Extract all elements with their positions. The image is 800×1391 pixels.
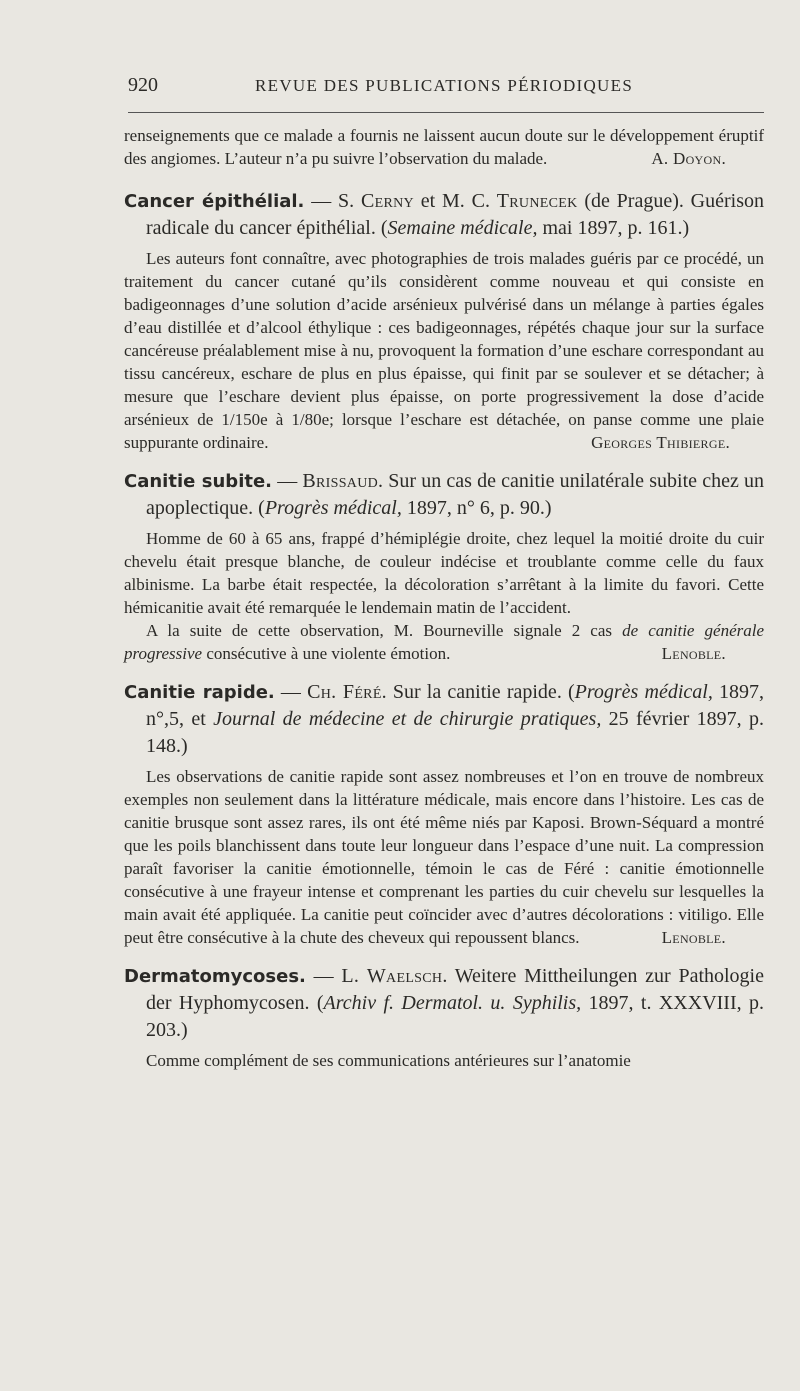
entry-heading: Canitie subite.: [124, 471, 273, 492]
entry-canitie-subite: [124, 468, 764, 665]
entry-canitie-rapide: [124, 679, 764, 949]
article-body: [124, 124, 764, 1072]
entry-paragraph: Comme complément de ses communications antérieures sur l’anatomie: [146, 1051, 631, 1070]
intro-signature: A. Doyon.: [651, 149, 726, 168]
entry-heading: Canitie rapide.: [124, 682, 275, 703]
entry-heading: Cancer épithélial.: [124, 191, 305, 212]
source-journal: Progrès médical,: [574, 681, 713, 703]
italic-phrase: de canitie générale progressive: [124, 621, 764, 663]
entry-title: Cancer épithélial. — S. Cerny et M. C. Trunecek (de Prague). Guérison radicale du cancer épithélial. (Semaine médicale, mai 1897, p. 161.): [124, 190, 765, 239]
intro-block: [124, 124, 764, 170]
header-rule: [128, 112, 764, 113]
entry-title: Canitie rapide. — Ch. Féré. Sur la canitie rapide. (Progrès médical, 1897, n°,5, et Journal de médecine et de chirurgie pratiques, 25 février 1897, p. 148.): [124, 681, 764, 757]
entry-signature: Lenoble.: [661, 928, 726, 947]
source-journal: Semaine médicale,: [387, 217, 538, 239]
intro-text: renseignements que ce malade a fournis ne laissent aucun doute sur le développement éruptif des angiomes. L’auteur n’a pu suivre l’observation du malade. A. Doyon.: [124, 126, 764, 168]
entry-heading: Dermatomycoses.: [124, 966, 306, 987]
source-journal: Archiv f. Dermatol. u. Syphilis,: [323, 992, 582, 1014]
running-title: REVUE DES PUBLICATIONS PÉRIODIQUES: [255, 76, 634, 95]
author-name: Trunecek: [496, 190, 578, 212]
entry-paragraph: A la suite de cette observation, M. Bourneville signale 2 cas de canitie générale progressive consécutive à une violente émotion. Lenoble.: [124, 621, 764, 663]
entry-title: Canitie subite. — Brissaud. Sur un cas de canitie unilatérale subite chez un apoplectique. (Progrès médical, 1897, n° 6, p. 90.): [124, 470, 765, 519]
page-number: 920: [128, 74, 158, 96]
entry-paragraph: Les observations de canitie rapide sont assez nombreuses et l’on en trouve de nombreux exemples non seulement dans la littérature médicale, mais encore dans l’histoire. Les cas de canitie brusque sont assez rares, ils ont été même niés par Kaposi. Brown-Séquard a montré que les poils blanchissent dans toute leur longueur dans l’espace d’une nuit. La compression paraît favoriser la canitie émotionnelle, témoin le cas de Féré : canitie émotionnelle consécutive à une frayeur intense et comprenant les parties du cuir chevelu sur lesquelles la main avait été appliquée. La canitie peut coïncider avec d’autres décolorations : vitiligo. Elle peut être consécutive à la chute des cheveux qui repoussent blancs. Lenoble.: [124, 767, 764, 947]
source-journal: Progrès médical,: [264, 497, 402, 519]
author-name: Brissaud: [302, 470, 379, 492]
entry-title: Dermatomycoses. — L. Waelsch. Weitere Mittheilungen zur Pathologie der Hyphomycosen. (Archiv f. Dermatol. u. Syphilis, 1897, t. XXXVIII, p. 203.): [124, 965, 764, 1041]
entry-cancer-epithelial: [124, 188, 764, 454]
entry-dermatomycoses: [124, 963, 764, 1072]
entry-paragraph: Les auteurs font connaître, avec photographies de trois malades guéris par ce procédé, un traitement du cancer cutané qu’ils considèrent comme nouveau et qui consiste en badigeonnages d’une solution d’acide arsénieux pulvérisé dans un mélange à parties égales d’eau distillée et d’alcool éthylique : ces badigeonnages, répétés chaque jour sur la surface cancéreuse préalablement mise à nu, provoquent la formation d’une eschare correspondant au tissu cancéreux, eschare de plus en plus épaisse, qui finit par se soulever et se détacher; à mesure que l’eschare devient plus épaisse, on porte progressivement la dose d’acide arsénieux de 1/150e à 1/80e; lorsque l’eschare est détachée, on panse comme une plaie suppurante ordinaire. Georges Thibierge.: [124, 249, 764, 452]
author-name: Cerny: [360, 190, 414, 212]
source-journal: Journal de médecine et de chirurgie pratiques,: [213, 708, 602, 730]
page-header: [128, 74, 764, 102]
author-name: L. Waelsch: [341, 965, 443, 987]
entry-signature: Lenoble.: [661, 644, 726, 663]
entry-signature: Georges Thibierge.: [591, 433, 730, 452]
entry-paragraph: Homme de 60 à 65 ans, frappé d’hémiplégie droite, chez lequel la moitié droite du cuir chevelu était presque blanche, de couleur indécise et troublante comme celle du faux albinisme. La barbe était respectée, la décoloration s’arrêtant à la limite du favori. Cette hémicanitie avait été remarquée le lendemain matin de l’accident.: [124, 529, 764, 617]
author-name: Ch. Féré: [307, 681, 382, 703]
